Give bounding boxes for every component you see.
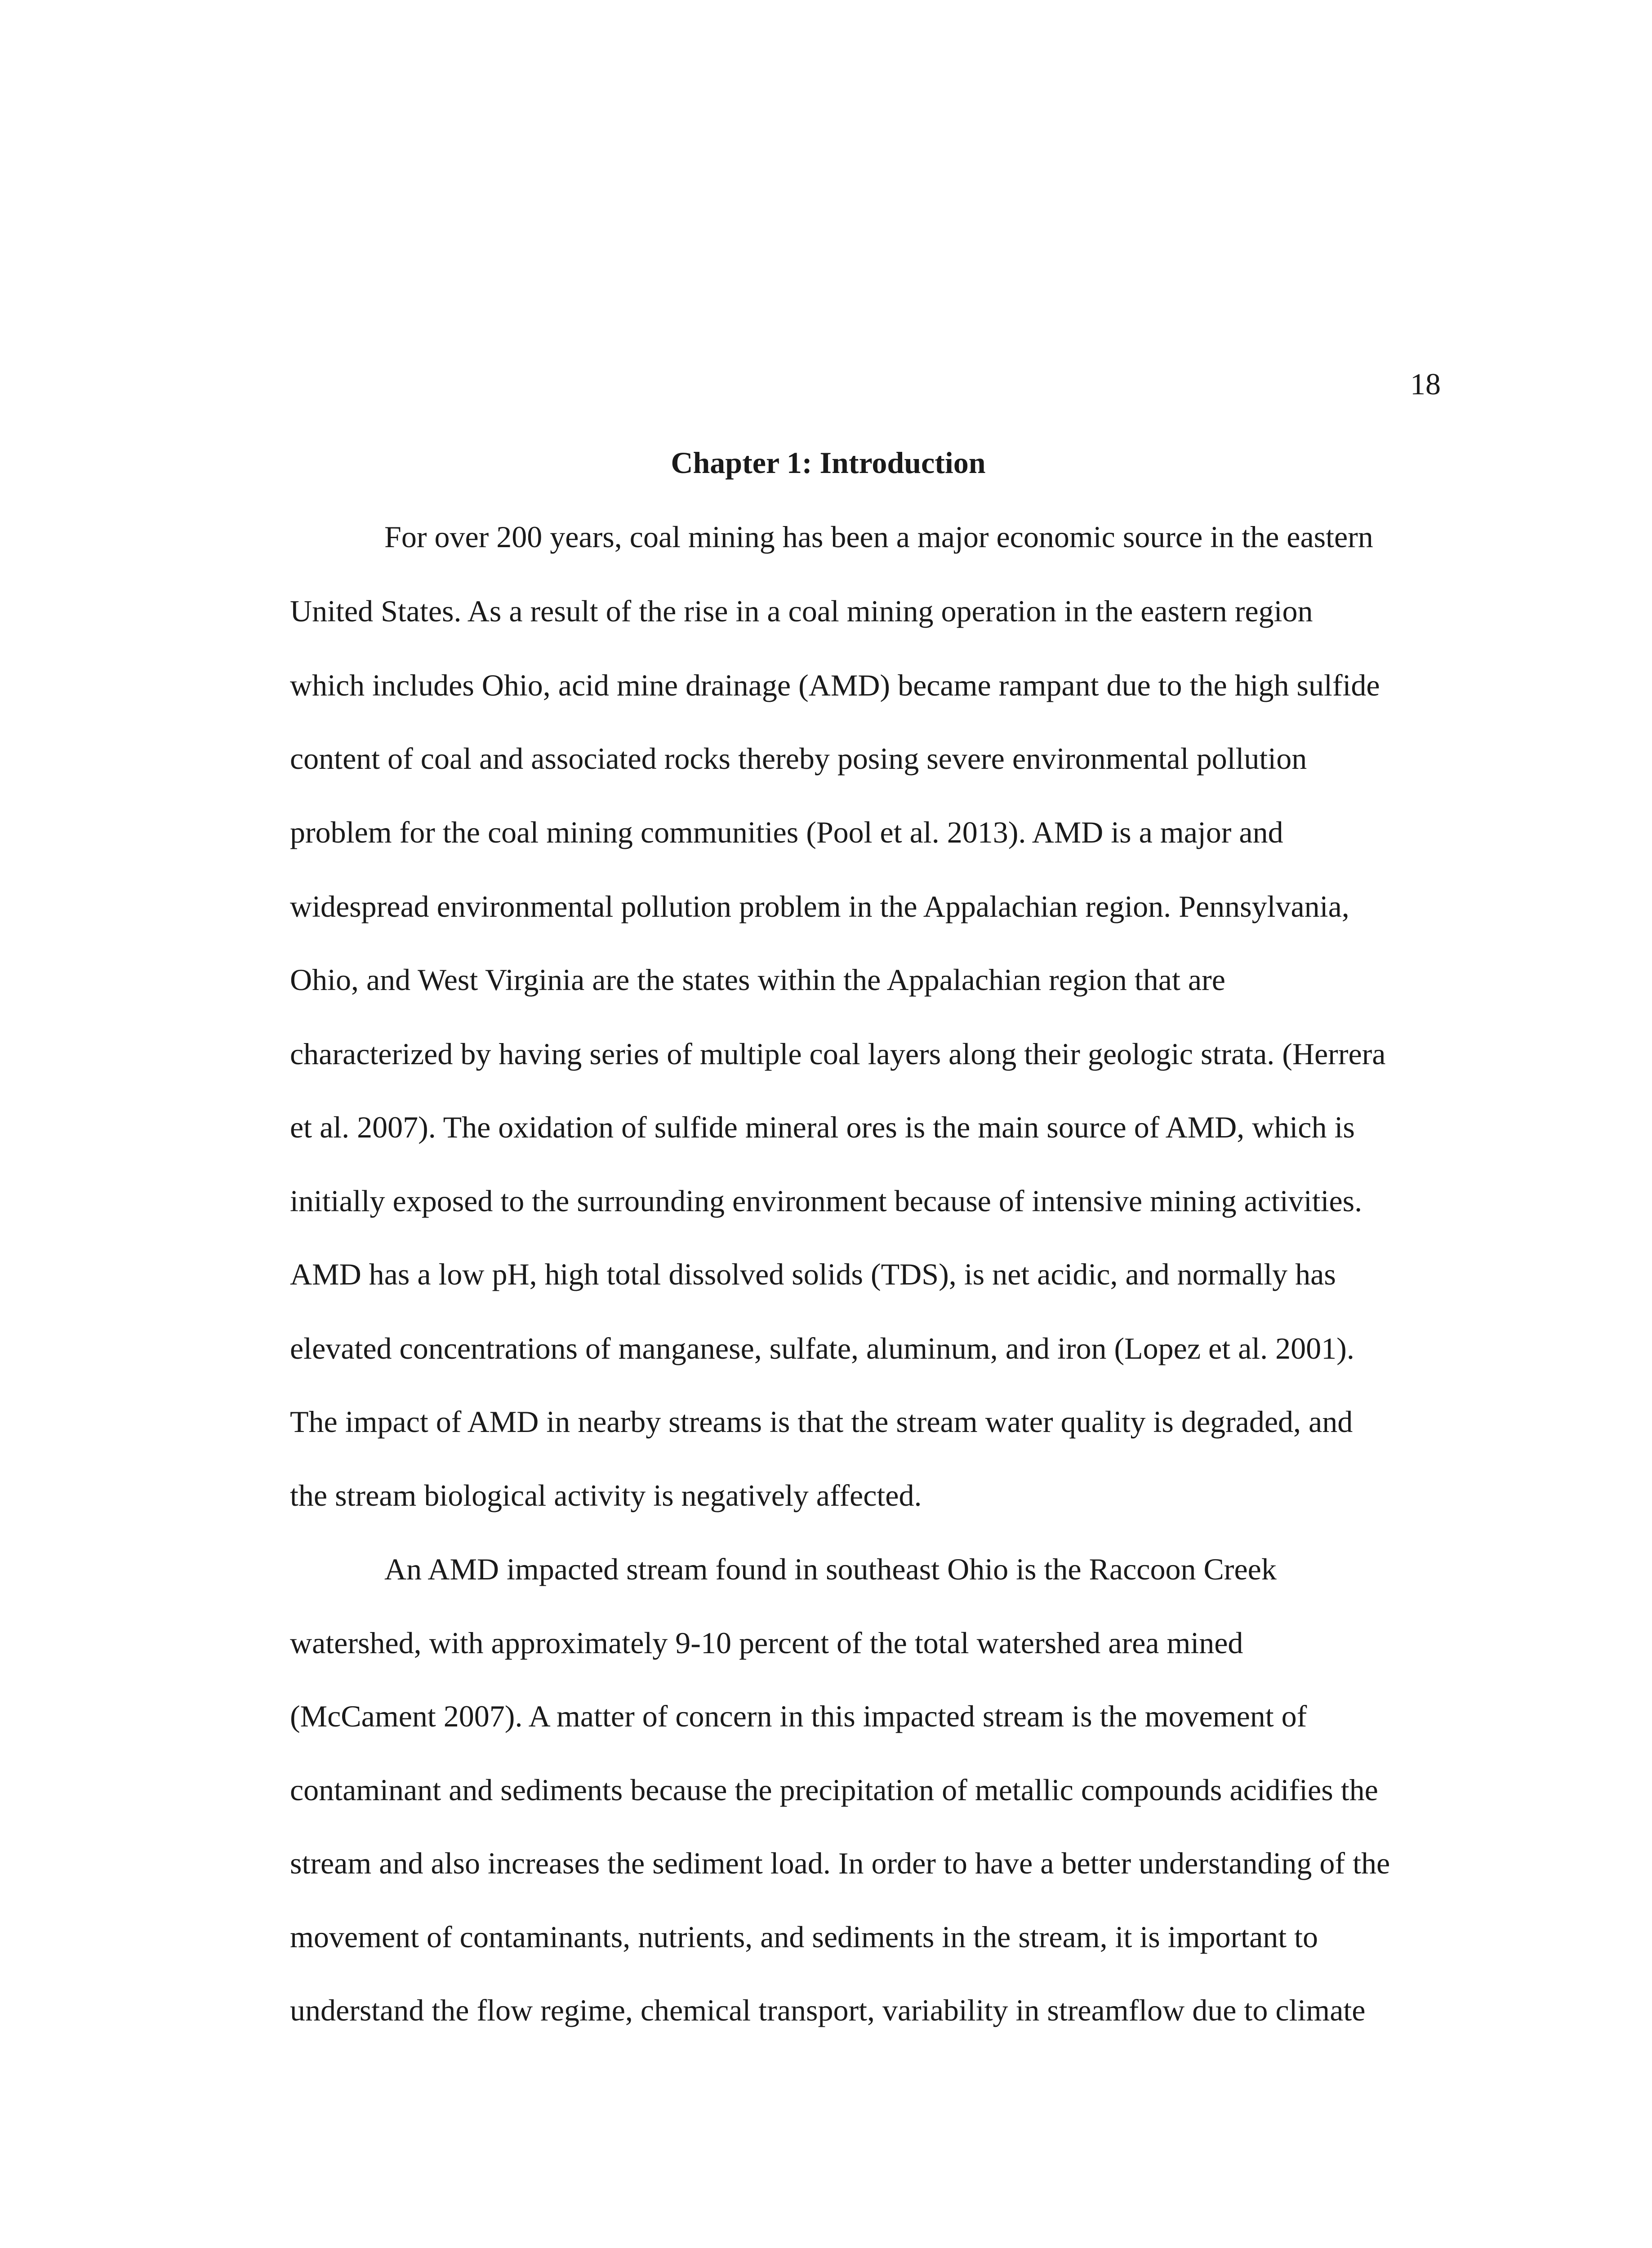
chapter-heading: Chapter 1: Introduction	[671, 446, 986, 480]
body-line: understand the flow regime, chemical transport, variability in streamflow due to climate	[290, 1993, 1366, 2027]
body-line: movement of contaminants, nutrients, and sediments in the stream, it is important to	[290, 1920, 1318, 1954]
page-number: 18	[1410, 367, 1441, 401]
body-line: AMD has a low pH, high total dissolved solids (TDS), is net acidic, and normally has	[290, 1257, 1336, 1291]
body-line: content of coal and associated rocks thereby posing severe environmental pollution	[290, 741, 1307, 776]
body-line: Ohio, and West Virginia are the states within the Appalachian region that are	[290, 963, 1225, 997]
body-line: watershed, with approximately 9-10 percent of the total watershed area mined	[290, 1626, 1243, 1660]
body-line: problem for the coal mining communities (Pool et al. 2013). AMD is a major and	[290, 815, 1283, 849]
body-line: widespread environmental pollution problem in the Appalachian region. Pennsylvania,	[290, 889, 1349, 923]
body-line: initially exposed to the surrounding environment because of intensive mining activities.	[290, 1184, 1363, 1218]
body-line: stream and also increases the sediment load. In order to have a better understanding of the	[290, 1846, 1390, 1880]
body-line: the stream biological activity is negatively affected.	[290, 1478, 922, 1512]
body-line: elevated concentrations of manganese, sulfate, aluminum, and iron (Lopez et al. 2001).	[290, 1331, 1354, 1365]
body-line: United States. As a result of the rise in a coal mining operation in the eastern region	[290, 594, 1313, 628]
body-line: (McCament 2007). A matter of concern in this impacted stream is the movement of	[290, 1699, 1307, 1733]
body-line: An AMD impacted stream found in southeast Ohio is the Raccoon Creek	[384, 1552, 1277, 1586]
body-line: The impact of AMD in nearby streams is that the stream water quality is degraded, and	[290, 1405, 1353, 1439]
body-line: characterized by having series of multiple coal layers along their geologic strata. (Herrera	[290, 1037, 1386, 1071]
body-line: For over 200 years, coal mining has been a major economic source in the eastern	[384, 520, 1373, 554]
body-line: et al. 2007). The oxidation of sulfide mineral ores is the main source of AMD, which is	[290, 1110, 1355, 1144]
body-line: contaminant and sediments because the precipitation of metallic compounds acidifies the	[290, 1773, 1378, 1807]
body-line: which includes Ohio, acid mine drainage (AMD) became rampant due to the high sulfide	[290, 668, 1380, 702]
